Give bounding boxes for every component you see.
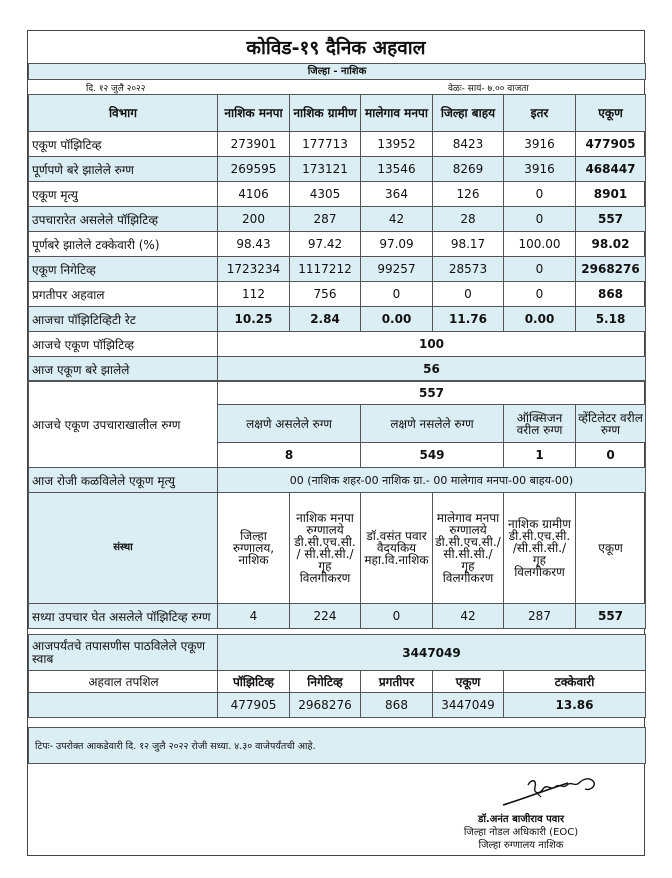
cell-value: 4106	[218, 182, 290, 207]
cell-value: 224	[290, 604, 361, 629]
current-patients-label: सध्या उपचार घेत असलेले पॉझिटिव्ह रुग्ण	[29, 604, 218, 629]
cell-value: 98.43	[218, 232, 290, 257]
signatory-designation: जिल्हा नोडल अधिकारी (EOC)	[463, 827, 579, 838]
table-row	[29, 182, 646, 207]
cell-value: 100.00	[504, 232, 576, 257]
today-positive-label: आजचे एकूण पॉझिटिव्ह	[29, 332, 218, 357]
cell-value: 200	[218, 207, 290, 232]
cell-value: 4305	[290, 182, 361, 207]
row-label: उपचारारेत असलेले पॉझिटिव्ह	[29, 207, 218, 232]
deaths-row	[29, 468, 646, 493]
cell-total: 8901	[576, 182, 646, 207]
institutions-label: संस्था	[29, 493, 218, 604]
main-header-row	[29, 95, 646, 132]
tests-header-positive: पॉझिटिव्ह	[218, 671, 290, 693]
cell-value: 0	[504, 282, 576, 307]
cell-value: 273901	[218, 132, 290, 157]
cell-value: 8269	[433, 157, 504, 182]
cell-total: 868	[576, 282, 646, 307]
cell-total: 2968276	[576, 257, 646, 282]
signatory-block	[426, 813, 616, 852]
cell-value: 3916	[504, 157, 576, 182]
table-row	[29, 232, 646, 257]
cell-value: 0	[361, 604, 433, 629]
cell-total: 5.18	[576, 307, 646, 332]
oxygen-value: 1	[504, 443, 576, 468]
cell-value: 0	[504, 257, 576, 282]
details-label: अहवाल तपशिल	[29, 671, 218, 693]
cell-value: 287	[290, 207, 361, 232]
row-label: आजचा पॉझिटिव्हिटी रेट	[29, 307, 218, 332]
report-date: दि. १२ जुलै २०२२	[86, 84, 146, 94]
asymptomatic-header: लक्षणे नसलेले रुग्ण	[361, 405, 504, 443]
inst-header-nashik-rural: नाशिक ग्रामीण डी.सी.एच.सी. /सी.सी.सी./ गृह विलगीकरण	[504, 493, 576, 604]
note-table	[28, 727, 646, 764]
today-positive-value: 100	[218, 332, 646, 357]
report-frame	[27, 30, 645, 856]
ventilator-value: 0	[576, 443, 646, 468]
tests-label: आजपर्यंतचे तपासणीस पाठविलेले एकूण स्वाब	[29, 635, 218, 671]
row-label: एकूण पॉझिटिव्ह	[29, 132, 218, 157]
district-label: जिल्हा - नाशिक	[29, 64, 646, 80]
cell-total: 557	[576, 207, 646, 232]
inst-header-nashik-mnpa: नाशिक मनपा रुग्णालये डी.सी.एच.सी. / सी.सी.सी./ गृह विलगीकरण	[290, 493, 361, 604]
symptomatic-header: लक्षणे असलेले रुग्ण	[218, 405, 361, 443]
today-recovered-value: 56	[218, 357, 646, 382]
col-header-total: एकूण	[576, 95, 646, 132]
cell-total: 98.02	[576, 232, 646, 257]
cell-value: 99257	[361, 257, 433, 282]
cell-value: 173121	[290, 157, 361, 182]
cell-value: 28	[433, 207, 504, 232]
table-row	[29, 257, 646, 282]
deaths-label: आज रोजी कळविलेले एकूण मृत्यु	[29, 468, 218, 493]
cell-total: 557	[576, 604, 646, 629]
under-treatment-table	[28, 380, 646, 493]
row-label: एकूण मृत्यु	[29, 182, 218, 207]
cell-value: 0.00	[361, 307, 433, 332]
cell-value: 2968276	[290, 693, 361, 718]
col-header-malegaon: मालेगाव मनपा	[361, 95, 433, 132]
row-label: प्रगतीपर अहवाल	[29, 282, 218, 307]
tests-total: 3447049	[218, 635, 646, 671]
tests-header-percent: टक्केवारी	[504, 671, 646, 693]
under-treatment-label: आजचे एकूण उपचाराखालील रुग्ण	[29, 381, 218, 468]
deaths-value: 00 (नाशिक शहर-00 नाशिक ग्रा.- 00 मालेगाव मनपा-00 बाहय-00)	[218, 468, 646, 493]
cell-value: 97.42	[290, 232, 361, 257]
cell-value: 126	[433, 182, 504, 207]
asymptomatic-value: 549	[361, 443, 504, 468]
cell-value: 0	[433, 282, 504, 307]
cell-value: 13952	[361, 132, 433, 157]
cell-value: 177713	[290, 132, 361, 157]
cell-total: 477905	[576, 132, 646, 157]
col-header-vibhag: विभाग	[29, 95, 218, 132]
signatory-name: डॉ.अनंत बाजीराव पवार	[477, 814, 565, 825]
cell-value: 10.25	[218, 307, 290, 332]
col-header-outside: जिल्हा बाहय	[433, 95, 504, 132]
cell-value: 269595	[218, 157, 290, 182]
cell-value: 0.00	[504, 307, 576, 332]
row-label: पूर्णबरे झालेले टक्केवारी (%)	[29, 232, 218, 257]
cell-value: 3916	[504, 132, 576, 157]
ventilator-header: व्हेंटिलेटर वरील रुग्ण	[576, 405, 646, 443]
table-row	[29, 207, 646, 232]
col-header-other: इतर	[504, 95, 576, 132]
inst-header-vasant-pawar: डॉ.वसंत पवार वैदयकिय महा.वि.नाशिक	[361, 493, 433, 604]
cell-value: 0	[504, 182, 576, 207]
cell-value: 112	[218, 282, 290, 307]
institutions-table	[28, 492, 646, 629]
today-recovered-row	[29, 357, 646, 382]
cell-value: 13546	[361, 157, 433, 182]
cell-value: 98.17	[433, 232, 504, 257]
cell-value: 364	[361, 182, 433, 207]
cell-value: 477905	[218, 693, 290, 718]
tests-header-negative: निगेटिव्ह	[290, 671, 361, 693]
cell-value: 1723234	[218, 257, 290, 282]
today-positive-row	[29, 332, 646, 357]
cell-value: 3447049	[433, 693, 504, 718]
cell-value: 11.76	[433, 307, 504, 332]
cell-value: 756	[290, 282, 361, 307]
cell-value: 0	[504, 207, 576, 232]
cell-value: 0	[361, 282, 433, 307]
cell-value: 868	[361, 693, 433, 718]
table-row	[29, 157, 646, 182]
cell-value: 4	[218, 604, 290, 629]
col-header-nashik-rural: नाशिक ग्रामीण	[290, 95, 361, 132]
report-time: वेळः- सायं- ७.०० वाजता	[448, 84, 529, 94]
tests-header-pending: प्रगतीपर	[361, 671, 433, 693]
inst-header-total: एकूण	[576, 493, 646, 604]
main-table	[28, 94, 646, 382]
inst-header-district-hospital: जिल्हा रुग्णालय, नाशिक	[218, 493, 290, 604]
cell-value: 287	[504, 604, 576, 629]
signatory-office: जिल्हा रुग्णालय नाशिक	[478, 840, 564, 851]
cell-value: 1117212	[290, 257, 361, 282]
col-header-nashik-mnpa: नाशिक मनपा	[218, 95, 290, 132]
tests-header-total: एकूण	[433, 671, 504, 693]
cell-value: 97.09	[361, 232, 433, 257]
under-treatment-total: 557	[218, 381, 646, 405]
today-recovered-label: आज एकूण बरे झालेले	[29, 357, 218, 382]
symptomatic-value: 8	[218, 443, 361, 468]
table-row	[29, 132, 646, 157]
cell-value: 13.86	[504, 693, 646, 718]
inst-header-malegaon: मालेगाव मनपा रुग्णालये डी.सी.एच.सी./ सी.सी.सी./ गृह विलगीकरण	[433, 493, 504, 604]
tests-empty-cell	[29, 693, 218, 718]
tests-table	[28, 634, 646, 718]
cell-value: 42	[433, 604, 504, 629]
cell-total: 468447	[576, 157, 646, 182]
cell-value: 42	[361, 207, 433, 232]
report-title: कोविड-१९ दैनिक अहवाल	[246, 37, 426, 59]
row-label: एकूण निगेटिव्ह	[29, 257, 218, 282]
note-text: टिपः- उपरोक्त आकडेवारी दि. १२ जुलै २०२२ रोजी सध्या. ४.३० वाजेपर्यंतची आहे.	[29, 728, 646, 764]
row-label: पूर्णपणे बरे झालेले रुग्ण	[29, 157, 218, 182]
header-table	[28, 63, 646, 80]
signature-image	[493, 773, 623, 813]
cell-value: 28573	[433, 257, 504, 282]
cell-value: 8423	[433, 132, 504, 157]
table-row	[29, 282, 646, 307]
oxygen-header: ऑक्सिजन वरील रुग्ण	[504, 405, 576, 443]
cell-value: 2.84	[290, 307, 361, 332]
date-row	[28, 80, 644, 94]
table-row	[29, 307, 646, 332]
